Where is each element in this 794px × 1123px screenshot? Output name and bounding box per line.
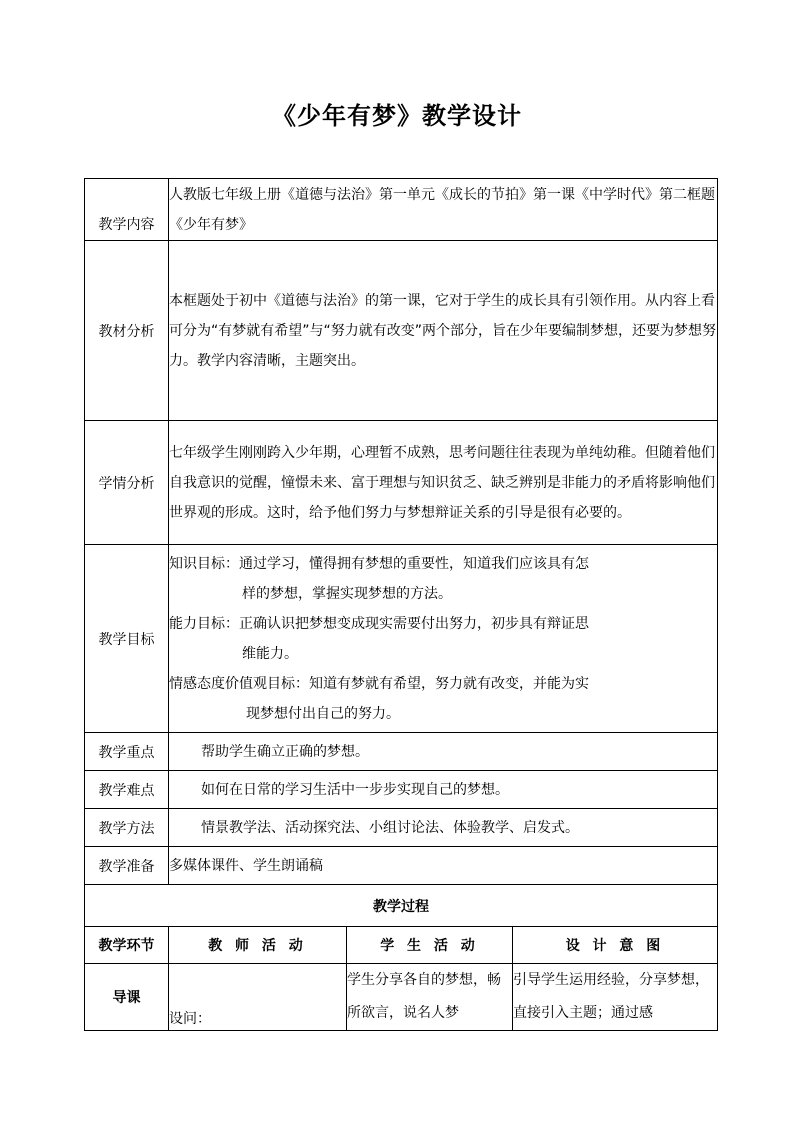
goal-emotion-line-2: 现梦想付出自己的努力。 — [246, 705, 400, 722]
table-row — [85, 964, 718, 1031]
label-prep: 教学准备 — [85, 847, 169, 885]
row-key — [85, 733, 718, 771]
row-difficulty — [85, 771, 718, 809]
row-goals — [85, 545, 718, 733]
row-textbook — [85, 241, 718, 421]
label-students: 学情分析 — [85, 421, 169, 545]
goals-cell — [169, 545, 718, 733]
text-content: 人教版七年级上册《道德与法治》第一单元《成长的节拍》第一课《中学时代》第二框题《少年有梦》 — [169, 179, 718, 241]
goal-knowledge-line-1: 知识目标：通过学习，懂得拥有梦想的重要性，知道我们应该具有怎 — [169, 555, 589, 572]
label-textbook: 教材分析 — [85, 241, 169, 421]
goal-ability-line-2: 维能力。 — [242, 645, 298, 662]
text-difficulty: 如何在日常的学习生活中一步步实现自己的梦想。 — [169, 771, 718, 809]
goal-knowledge-line-2: 样的梦想，掌握实现梦想的方法。 — [242, 585, 452, 602]
text-prep: 多媒体课件、学生朗诵稿 — [169, 847, 718, 885]
text-method: 情景教学法、活动探究法、小组讨论法、体验教学、启发式。 — [169, 809, 718, 847]
goal-ability-line-1: 能力目标：正确认识把梦想变成现实需要付出努力，初步具有辩证思 — [169, 615, 589, 632]
teacher-activity-cell: 设问： — [169, 964, 347, 1031]
design-intent-cell: 引导学生运用经验，分享梦想，直接引入主题；通过感 — [513, 964, 718, 1031]
row-students — [85, 421, 718, 545]
label-method: 教学方法 — [85, 809, 169, 847]
text-key: 帮助学生确立正确的梦想。 — [169, 733, 718, 771]
label-difficulty: 教学难点 — [85, 771, 169, 809]
label-goals: 教学目标 — [85, 545, 169, 733]
page-title: 《少年有梦》教学设计 — [272, 101, 522, 130]
col-header-teacher: 教 师 活 动 — [169, 927, 347, 964]
row-process-heading — [85, 885, 718, 927]
process-heading: 教学过程 — [85, 885, 718, 927]
col-header-intent: 设 计 意 图 — [513, 927, 718, 964]
col-header-stage: 教学环节 — [85, 927, 169, 964]
label-key: 教学重点 — [85, 733, 169, 771]
text-students: 七年级学生刚刚跨入少年期，心理暂不成熟，思考问题往往表现为单纯幼稚。但随着他们自我意识的觉醒，憧憬未来、富于理想与知识贫乏、缺乏辨别是非能力的矛盾将影响他们世界观的形成。这时，给予他们努力与梦想辩证关系的引导是很有必要的。 — [169, 421, 718, 545]
col-header-student: 学 生 活 动 — [347, 927, 513, 964]
goal-emotion-line-1: 情感态度价值观目标：知道有梦就有希望，努力就有改变，并能为实 — [169, 675, 589, 692]
student-activity-cell: 学生分享各自的梦想，畅所欲言，说名人梦 — [347, 964, 513, 1031]
row-prep — [85, 847, 718, 885]
stage-cell: 导课 — [85, 964, 169, 1031]
row-method — [85, 809, 718, 847]
label-content: 教学内容 — [85, 179, 169, 241]
lesson-plan-table — [84, 178, 718, 1031]
row-process-columns — [85, 927, 718, 964]
text-textbook: 本框题处于初中《道德与法治》的第一课，它对于学生的成长具有引领作用。从内容上看可分为“有梦就有希望”与“努力就有改变”两个部分，旨在少年要编制梦想，还要为梦想努力。教学内容清晰，主题突出。 — [169, 241, 718, 421]
row-content — [85, 179, 718, 241]
